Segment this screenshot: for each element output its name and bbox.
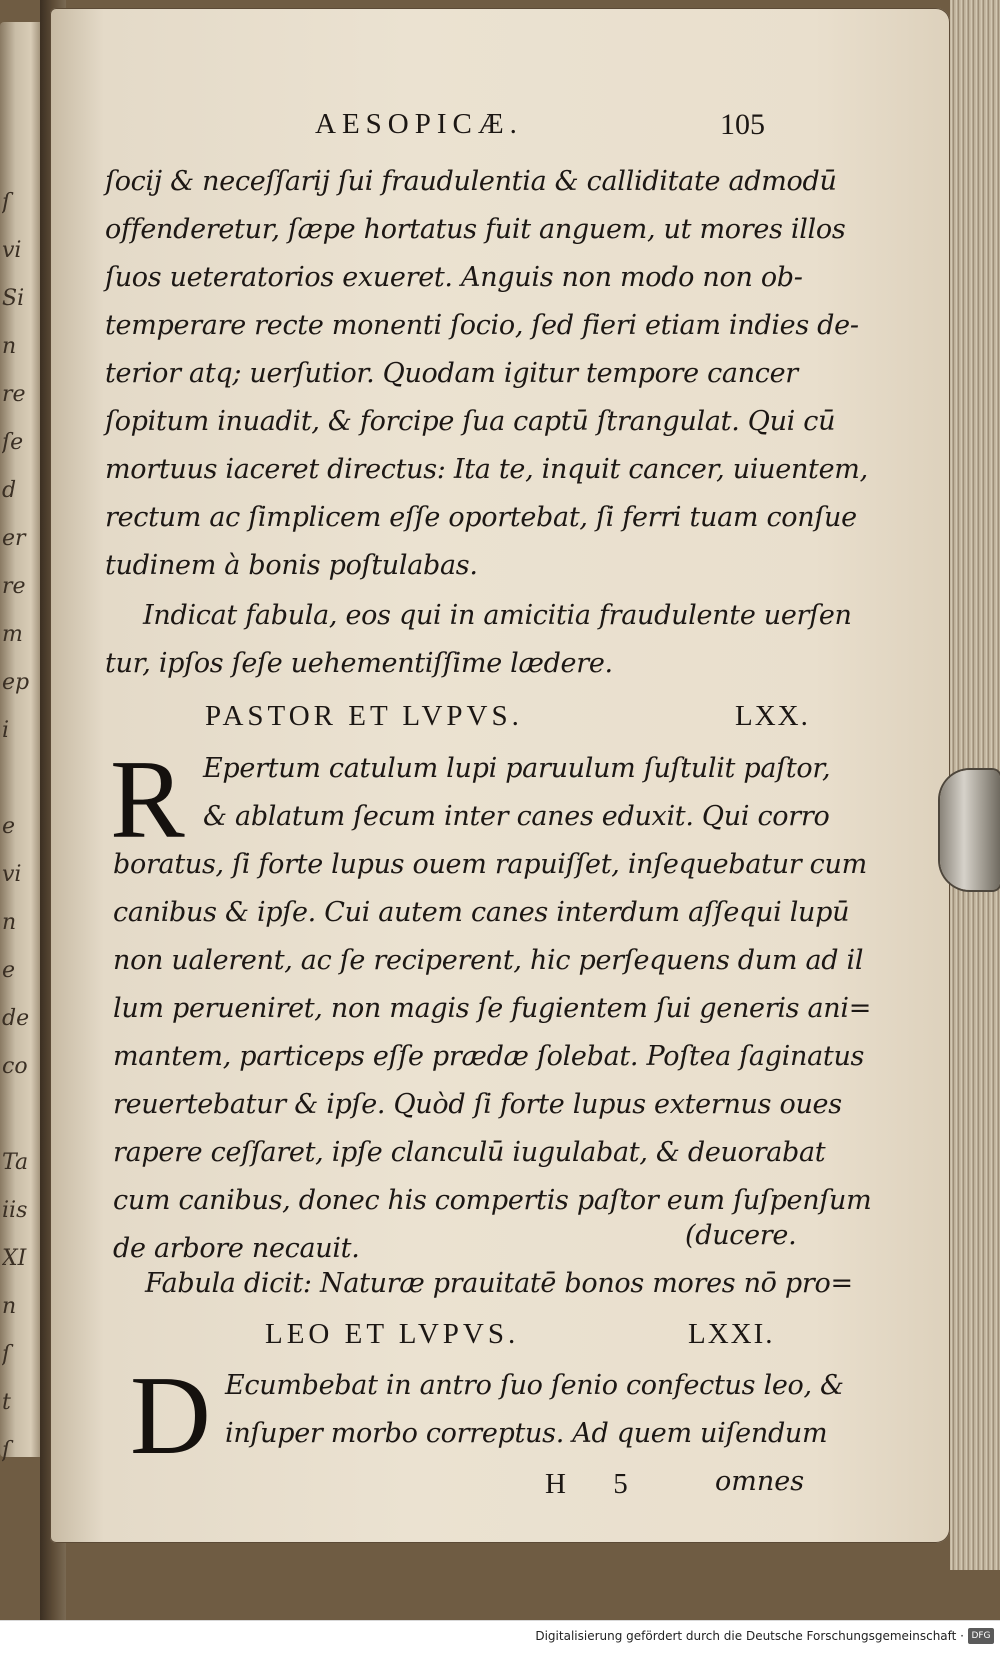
left-page-fragment: re: [2, 574, 26, 599]
text-line: canibus & ipſe. Cui autem canes interdum aſſequi lupū: [113, 897, 850, 928]
catchword: omnes: [715, 1466, 805, 1497]
footer-bar: [0, 1620, 1000, 1654]
left-page-fragment: ep: [2, 670, 30, 695]
text-line: mantem, particeps eſſe prædæ ſolebat. Poſtea ſaginatus: [113, 1041, 865, 1072]
left-page-fragment: e: [2, 814, 16, 839]
fable-title: LEO ET LVPVS.: [265, 1318, 520, 1350]
text-line: cum canibus, donec his compertis paſtor eum ſuſpenſum: [113, 1185, 872, 1216]
left-page-fragment: t: [2, 1390, 11, 1415]
left-page-fragment: n: [2, 1294, 17, 1319]
text-line: inſuper morbo correptus. Ad quem uiſendum: [225, 1418, 828, 1449]
left-page-fragment: vi: [2, 862, 22, 887]
text-line: ſocij & neceſſarij ſui fraudulentia & calliditate admodū: [105, 166, 837, 197]
fable-number: LXX.: [735, 700, 810, 732]
book-clasp: [940, 770, 1000, 890]
left-page-fragment: ſ: [2, 190, 11, 215]
running-head: [105, 108, 850, 156]
left-page-fragment: de: [2, 1006, 30, 1031]
left-page-fragment: n: [2, 334, 17, 359]
text-line: lum perueniret, non magis ſe fugientem ſui generis ani=: [113, 993, 872, 1024]
moral-line: Indicat fabula, eos qui in amicitia fraudulente uerſen: [143, 600, 852, 631]
left-page-fragment: e: [2, 958, 16, 983]
running-title: AESOPICÆ.: [315, 108, 523, 140]
text-line: boratus, ſi forte lupus ouem rapuiſſet, inſequebatur cum: [113, 849, 867, 880]
drop-cap-initial: R: [110, 738, 185, 862]
left-page-fragment: n: [2, 910, 17, 935]
text-line: reuertebatur & ipſe. Quòd ſi forte lupus externus oues: [113, 1089, 842, 1120]
dfg-logo: DFG: [968, 1628, 994, 1644]
text-line: & ablatum ſecum inter canes eduxit. Qui corro: [203, 801, 830, 832]
text-line: terior atq; uerſutior. Quodam igitur tempore cancer: [105, 358, 798, 389]
left-page-fragment: vi: [2, 238, 22, 263]
left-page-fragment: co: [2, 1054, 28, 1079]
left-page-fragment: Si: [2, 286, 25, 311]
fable-number: LXXI.: [688, 1318, 775, 1350]
left-page-fragment: re: [2, 382, 26, 407]
text-line: rectum ac ſimplicem eſſe oportebat, ſi ferri tuam conſue: [105, 502, 857, 533]
text-line: ſuos ueteratorios exueret. Anguis non modo non ob-: [105, 262, 803, 293]
funding-credit: Digitalisierung gefördert durch die Deutsche Forschungsgemeinschaft ·: [535, 1629, 964, 1643]
text-line: offenderetur, ſæpe hortatus fuit anguem, ut mores illos: [105, 214, 846, 245]
text-line: Epertum catulum lupi paruulum ſuſtulit paſtor,: [203, 753, 831, 784]
text-line: Ecumbebat in antro ſuo ſenio confectus leo, &: [225, 1370, 844, 1401]
left-page-fragment: m: [2, 622, 23, 647]
left-page-fragment: i: [2, 718, 10, 743]
turnover-word: (ducere.: [685, 1220, 797, 1251]
text-line: temperare recte monenti ſocio, ſed fieri etiam indies de-: [105, 310, 859, 341]
page-105: [50, 8, 950, 1543]
fable-title: PASTOR ET LVPVS.: [205, 700, 523, 732]
text-line: mortuus iaceret directus: Ita te, inquit cancer, uiuentem,: [105, 454, 868, 485]
left-page-fragment: d: [2, 478, 17, 503]
left-page-fragment: ſ: [2, 1438, 11, 1463]
left-page-fragment: XI: [2, 1246, 27, 1271]
page-number: 105: [720, 108, 765, 141]
left-page-fragment: ſe: [2, 430, 24, 455]
drop-cap-initial: D: [130, 1354, 211, 1478]
signature-mark: H 5: [545, 1468, 648, 1500]
text-line: rapere ceſſaret, ipſe clanculū iugulabat, & deuorabat: [113, 1137, 826, 1168]
text-line: tudinem à bonis poſtulabas.: [105, 550, 478, 581]
moral-line: tur, ipſos ſeſe uehementiſſime lædere.: [105, 648, 613, 679]
text-line: non ualerent, ac ſe reciperent, hic perſequens dum ad il: [113, 945, 864, 976]
left-page-fragment: Ta: [2, 1150, 29, 1175]
left-page-fragment: er: [2, 526, 26, 551]
left-page-fragment: iis: [2, 1198, 28, 1223]
left-page-fragment: ſ: [2, 1342, 11, 1367]
text-line: ſopitum inuadit, & forcipe ſua captū ſtrangulat. Qui cū: [105, 406, 836, 437]
moral-line: Fabula dicit: Naturæ prauitatē bonos mores nō pro=: [145, 1268, 853, 1299]
text-line: de arbore necauit.: [113, 1233, 360, 1264]
